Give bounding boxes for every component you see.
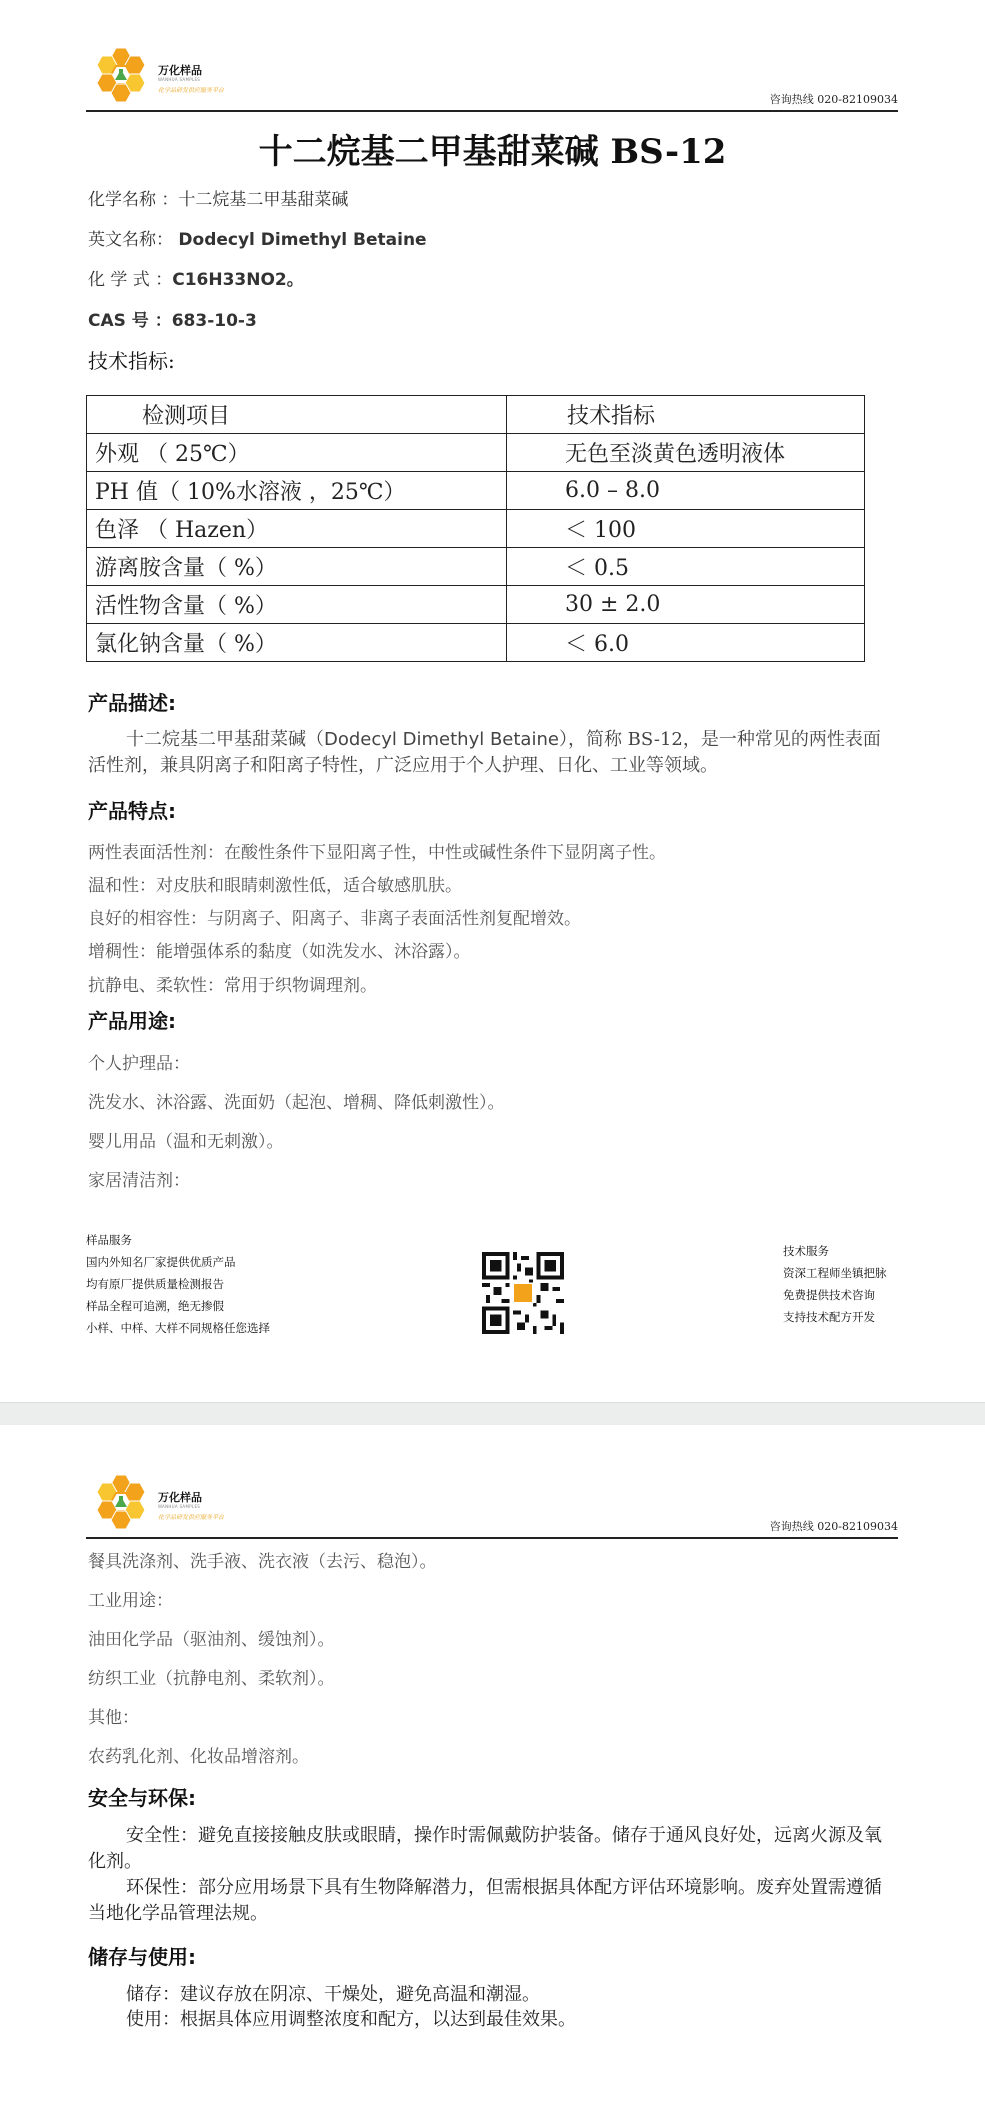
logo-name: 万化样品: [158, 1491, 202, 1504]
hotline-text: 咨询热线 020-82109034: [769, 93, 898, 106]
desc-paragraph: 十二烷基二甲基甜菜碱（Dodecyl Dimethyl Betaine），简称 BS-12，是一种常见的两性表面活性剂，兼具阴离子和阳离子特性，广泛应用于个人护理、日化、工业等领域。: [88, 729, 881, 776]
table-cell: 外观 （ 25℃）: [87, 434, 507, 472]
desc-section-title: 产品描述:: [88, 691, 176, 715]
use-item: 婴儿用品（温和无刺激）。: [88, 1132, 284, 1152]
use-item: 洗发水、沐浴露、洗面奶（起泡、增稠、降低刺激性）。: [88, 1093, 505, 1113]
logo-subtitle: WANHUA SAMPLES: [158, 1504, 201, 1509]
table-header-spec: 技术指标: [507, 396, 865, 434]
hotline-text: 咨询热线 020-82109034: [769, 1520, 898, 1533]
environment-paragraph: 环保性：部分应用场景下具有生物降解潜力，但需根据具体配方评估环境影响。废弃处置需遵循当地化学品管理法规。: [88, 1877, 882, 1924]
use-item: 纺织工业（抗静电剂、柔软剂）。: [88, 1669, 335, 1689]
logo-slogan: 化学品研发供应服务平台: [158, 1514, 225, 1521]
honeycomb-logo-icon: [94, 1473, 154, 1531]
page-2: [0, 1425, 985, 2118]
table-cell: 6.0 – 8.0: [507, 472, 865, 510]
storage-section-title: 储存与使用:: [88, 1945, 196, 1969]
uses-section-title: 产品用途:: [88, 1009, 176, 1033]
footer-sample-title: 样品服务: [86, 1233, 132, 1247]
use-item: 工业用途：: [88, 1591, 173, 1611]
info-formula: 化 学 式 ：C16H33NO2。: [88, 270, 304, 290]
table-cell: ＜ 0.5: [507, 548, 865, 586]
page-header: [86, 1425, 898, 1539]
honeycomb-logo-icon: [94, 46, 154, 104]
info-cas: CAS 号 ：683-10-3: [88, 311, 257, 331]
feature-item: 两性表面活性剂：在酸性条件下显阳离子性，中性或碱性条件下显阴离子性。: [88, 843, 666, 863]
feature-item: 良好的相容性：与阴离子、阳离子、非离子表面活性剂复配增效。: [88, 909, 581, 929]
table-row: [87, 624, 865, 662]
table-row: [87, 434, 865, 472]
table-cell: PH 值（ 10%水溶液 ，25℃）: [87, 472, 507, 510]
table-cell: 色泽 （ Hazen）: [87, 510, 507, 548]
table-cell: 游离胺含量（ %）: [87, 548, 507, 586]
logo-subtitle: WANHUA SAMPLES: [158, 77, 201, 82]
page-title: 十二烷基二甲基甜菜碱 BS-12: [258, 132, 727, 172]
use-item: 其他：: [88, 1708, 139, 1728]
feature-item: 增稠性：能增强体系的黏度（如洗发水、沐浴露）。: [88, 942, 471, 962]
usage-paragraph: 使用：根据具体应用调整浓度和配方，以达到最佳效果。: [126, 2009, 576, 2030]
spec-table: [86, 395, 865, 662]
use-item: 油田化学品（驱油剂、缓蚀剂）。: [88, 1630, 335, 1650]
footer-tech-service: 技术服务 资深工程师坐镇把脉 免费提供技术咨询 支持技术配方开发: [783, 1240, 887, 1328]
info-english-name: 英文名称： Dodecyl Dimethyl Betaine: [88, 230, 427, 250]
table-row: [87, 586, 865, 624]
table-row: [87, 548, 865, 586]
table-cell: 氯化钠含量（ %）: [87, 624, 507, 662]
brand-logo: [94, 46, 234, 104]
features-section-title: 产品特点:: [88, 799, 176, 823]
table-cell: 30 ± 2.0: [507, 586, 865, 624]
info-chem-name: 化学名称 ：十二烷基二甲基甜菜碱: [88, 190, 349, 210]
use-item: 家居清洁剂：: [88, 1171, 190, 1191]
spec-section-title: 技术指标:: [88, 349, 175, 373]
table-row: [87, 510, 865, 548]
table-row: [87, 472, 865, 510]
page-header: [86, 0, 898, 112]
table-cell: 活性物含量（ %）: [87, 586, 507, 624]
safety-paragraph: 安全性：避免直接接触皮肤或眼睛，操作时需佩戴防护装备。储存于通风良好处，远离火源及氧化剂。: [88, 1825, 882, 1872]
use-item: 个人护理品：: [88, 1054, 190, 1074]
table-header-row: [87, 396, 865, 434]
feature-item: 温和性：对皮肤和眼睛刺激性低，适合敏感肌肤。: [88, 876, 462, 896]
logo-name: 万化样品: [158, 64, 202, 77]
use-item: 农药乳化剂、化妆品增溶剂。: [88, 1747, 309, 1767]
table-cell: 无色至淡黄色透明液体: [507, 434, 865, 472]
use-item: 餐具洗涤剂、洗手液、洗衣液（去污、稳泡）。: [88, 1552, 437, 1572]
brand-logo: [94, 1473, 234, 1531]
qr-code-icon: [482, 1252, 564, 1334]
page-separator: [0, 1402, 985, 1426]
safety-section-title: 安全与环保:: [88, 1786, 196, 1810]
logo-slogan: 化学品研发供应服务平台: [158, 87, 225, 94]
feature-item: 抗静电、柔软性：常用于织物调理剂。: [88, 976, 377, 996]
table-cell: ＜ 6.0: [507, 624, 865, 662]
table-header-item: 检测项目: [87, 396, 507, 434]
footer-tech-title: 技术服务: [783, 1244, 829, 1258]
storage-paragraph: 储存：建议存放在阴凉、干燥处，避免高温和潮湿。: [126, 1984, 540, 2005]
footer-sample-service: 样品服务 国内外知名厂家提供优质产品 均有原厂提供质量检测报告 样品全程可追溯，绝无掺假 小样、中样、大样不同规格任您选择: [86, 1229, 270, 1339]
table-cell: ＜ 100: [507, 510, 865, 548]
